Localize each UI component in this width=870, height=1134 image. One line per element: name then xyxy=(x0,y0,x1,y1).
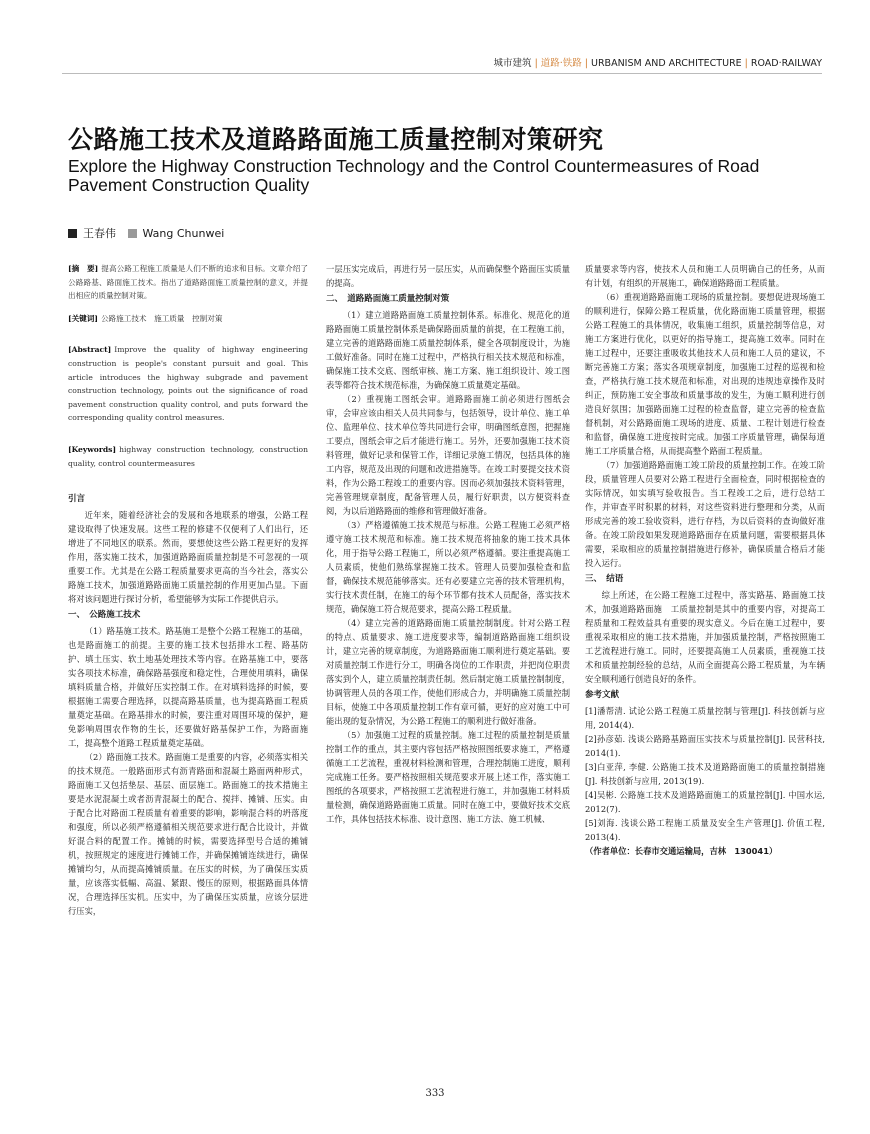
reference-item: [1]潘帮清. 试论公路工程施工质量控制与管理[J]. 科技创新与应用, 2014(4). xyxy=(585,706,825,730)
square-bullet-icon xyxy=(128,229,137,238)
keywords-cn xyxy=(68,312,308,326)
intro-heading: 引言 xyxy=(68,494,86,505)
section-2-paragraph-6: （6）重视道路路面施工现场的质量控制。要想促进现场施工的顺利进行，保障公路工程质量，优化路面施工质量管理，根据公路工程施工的具体情况，收集施工组织，质量控制等信息，对施工方案进行优化，以更好的指导施工，提高施工效率。同时在施工过程中，还要注重吸收其他技术人员和施工人员的建议，不断完善施工方案；落实各项规章制度，加强施工过程的巡视和检查，严格执行施工技术规范和标准，对出现的违规违章操作及时纠正，预防施工安全事故和质量事故的发生，为施工顺利进行创造良好氛围；加强路面施工过程的检查监督，建立完善的检查监督机制，对公路路面施工现场的进度、质量、工程计划进行检查和监督，确保施工进度按时完成。加强工序质量管理，确保每道施工工序质量合格，从而提高整个路面工程质量。 xyxy=(585,292,825,456)
column-2 xyxy=(326,262,570,826)
author-affiliation: （作者单位：长春市交通运输局，吉林 130041） xyxy=(585,846,778,856)
header-rule xyxy=(62,73,822,74)
keywords-en-text: highway construction technology, construction quality, control countermeasures xyxy=(68,444,308,468)
section-2-paragraph-5: （5）加强施工过程的质量控制。施工过程的质量控制是质量控制工作的重点，其主要内容包括严格按照图纸要求施工，严格遵循施工工艺流程，重视材料检测和管理，合理控制施工进度，顺利完成施工任务。要严格按照相关规范要求开展上述工作，落实施工图纸的各项要求，严格按照工艺流程进行施工，并加强施工材料质量检测，确保道路路面施工质量。同时在施工中，要做好技术交底工作，具体包括技术标准、设计意图、施工方法、施工机械、 xyxy=(326,730,570,824)
section-3-heading: 三、 结语 xyxy=(585,574,624,584)
section-2-paragraph-4: （4）建立完善的道路路面施工质量控制制度。针对公路工程的特点、质量要求、施工进度要求等，编制道路路面施工组织设计，建立完善的规章制度，为道路路面施工顺利进行奠定基础。要对质量控制工作进行分工，明确各岗位的工作职责，并把岗位职责落实到个人，建立质量控制责任制。然后制定施工质量控制制度，协调管理人员的各项工作，使他们形成合力，并明确施工质量控制目标，使施工中各项质量控制工作有章可循，更好的应对施工中可能出现的复杂情况，为公路工程施工的顺利进行做好准备。 xyxy=(326,618,570,726)
conclusion-paragraph: 综上所述，在公路工程施工过程中，落实路基、路面施工技术，加强道路路面施 工质量控制是其中的重要内容，对提高工程质量和工程效益具有重要的现实意义。今后在施工过程中，要重视采取相应的施工技术措施，并加强质量控制，严格按照施工工艺流程进行施工。同时，还要提高施工人员素质，重视施工技术和质量控制经验的总结，从而全面提高公路工程质量，为车辆安全顺利通行创造良好的条件。 xyxy=(585,590,825,684)
section-1-paragraph-2: （2）路面施工技术。路面施工是重要的内容，必须落实相关的技术规范。一般路面形式有沥青路面和混凝土路面两种形式，路面施工又包括垫层、基层、面层施工。路面施工的技术措施主要是水泥混凝土或者沥青混凝土的配合、搅拌、摊铺、压实。由于配合比对路面工程质量有着重要的影响，影响混合料的坍落度和强度，所以必须严格遵循相关规范要求进行配合比设计，并做好混合料的配置工作。摊铺的时候，需要选择型号合适的摊铺机，按照规定的速度进行摊铺工作，并确保摊铺连续进行，确保摊铺均匀，从而提高摊铺质量。在压实的时候，为了确保压实质量，应该落实低幅、高温、紧跟、慢压的原则，根据路面具体情况，合理选择压实机。压实中，为了确保压实质量，应该分层进行压实， xyxy=(68,752,308,917)
author-line xyxy=(68,225,224,241)
abstract-cn-label: [摘 要] xyxy=(68,264,99,273)
running-header xyxy=(494,55,822,69)
section-2-paragraph-7: （7）加强道路路面施工竣工阶段的质量控制工作。在竣工阶段，质量管理人员要对公路工程进行全面检查，同时根据检查的实际情况，如实填写验收报告。当工程竣工之后，进行总结工作，并审查平时积累的材料，对这些资料进行整理和分类，从而形成完善的竣工验收资料，进行存档，为以后资料的查询做好准备。在竣工阶段如果发现道路路面存在质量问题，需要根据具体需要，采取相应的质量控制措施进行修补，确保质量合格后才能投入运行。 xyxy=(585,460,825,568)
references-heading: 参考文献 xyxy=(585,690,620,700)
author-cn: 王春伟 xyxy=(83,227,116,240)
keywords-cn-text: 公路施工技术 施工质量 控制对策 xyxy=(100,313,223,323)
reference-item: [2]孙彦茹. 浅谈公路路基路面压实技术与质量控制[J]. 民营科技, 2014(1). xyxy=(585,734,825,758)
header-section-en: ROAD·RAILWAY xyxy=(750,58,822,69)
reference-item: [4]吴彬. 公路施工技术及道路路面施工的质量控制[J]. 中国水运, 2012(7). xyxy=(585,790,825,814)
page-number: 333 xyxy=(425,1088,445,1099)
section-2-heading: 二、 道路路面施工质量控制对策 xyxy=(326,294,450,304)
keywords-en xyxy=(68,443,308,470)
header-section-cn: 道路·铁路 xyxy=(540,58,582,69)
header-journal: 城市建筑 xyxy=(493,58,532,69)
intro-paragraph: 近年来，随着经济社会的发展和各地联系的增强，公路工程建设取得了快速发展。这些工程的修建不仅便利了人们出行，还增进了不同地区的联系。然而，要想使这些公路工程更好的发挥作用，落实施工技术，加强道路路面质量控制是不可忽视的一项重要工作。尤其是在公路工程质量要求更高的当今社会，落实公路施工技术，加强道路路面施工质量控制的作用更加凸显。下面将对该问题进行探讨分析，希望能够为实际工作提供启示。 xyxy=(68,510,308,605)
abstract-en-label: [Abstract] xyxy=(68,345,112,355)
header-divider: | xyxy=(584,58,588,69)
author-en: Wang Chunwei xyxy=(142,227,225,240)
title-chinese: 公路施工技术及道路路面施工质量控制对策研究 xyxy=(68,125,604,154)
reference-item: [5]刘海. 浅谈公路工程施工质量及安全生产管理[J]. 价值工程, 2013(4). xyxy=(585,818,825,842)
abstract-en xyxy=(68,343,308,425)
column-3 xyxy=(585,262,825,858)
keywords-en-label: [Keywords] xyxy=(68,444,117,454)
abstract-cn xyxy=(68,262,308,303)
abstract-cn-text: 提高公路工程施工质量是人们不断的追求和目标。文章介绍了公路路基、路面施工技术。指出了道路路面施工质量控制的意义，并提出相应的质量控制对策。 xyxy=(68,264,309,301)
column-2-continuation: 一层压实完成后，再进行另一层压实，从而确保整个路面压实质量的提高。 xyxy=(326,264,570,288)
section-2-paragraph-3: （3）严格遵循施工技术规范与标准。公路工程施工必须严格遵守施工技术规范和标准。施工技术规范将抽象的施工技术具体化，用于指导公路工程施工，所以必须严格遵循。要注重提高施工人员素质，使他们熟练掌握施工技术。管理人员要加强检查和监督，确保技术规范能够落实。还有必要建立完善的技术管理机构，实行技术责任制，在施工的每个环节都有技术人员配备，落实技术规范，确保施工符合规范要求，提高公路工程质量。 xyxy=(326,520,570,614)
header-divider: | xyxy=(744,58,748,69)
title-english: Explore the Highway Construction Technology and the Control Countermeasures of Road Pavement Construction Quality xyxy=(68,156,760,195)
square-bullet-icon xyxy=(68,229,77,238)
header-journal-en: URBANISM AND ARCHITECTURE xyxy=(591,58,742,69)
section-2-paragraph-1: （1）建立道路路面施工质量控制体系。标准化、规范化的道路路面施工质量控制体系是确保路面质量的前提，在工程施工前，建立完善的道路路面施工质量控制体系，健全各项制度设计，为施工做好准备。同时在施工过程中，严格执行相关技术规范和标准，确保施工技术交底、图纸审核、施工方案、施工组织设计、竣工图表等都符合技术规范标准，为确保施工质量奠定基础。 xyxy=(326,310,570,390)
header-divider: | xyxy=(534,58,538,69)
section-1-heading: 一、 公路施工技术 xyxy=(68,610,141,621)
column-1 xyxy=(68,262,308,918)
abstract-en-text: Improve the quality of highway engineering construction is people's constant pursuit and goal. This article introduces the highway subgrade and pavement construction technology, points out the significance of road pavement construction quality control, and puts forward the corresponding quality control measures. xyxy=(68,345,308,423)
section-2-paragraph-2: （2）重视施工图纸会审。道路路面施工前必须进行图纸会审，会审应该由相关人员共同参与，包括领导，设计单位、施工单位、监理单位、技术单位等共同进行会审，明确图纸意图，把握施工要点，图纸会审之后才能进行施工。另外，还要加强施工技术资料管理，做好记录和保管工作，详细记录施工情况，包括具体的施工内容，规范及出现的问题和改进措施等。在竣工时要提交技术资料，作为公路工程竣工的重要内容。因而必须加强技术资料管理，完善管理规章制度，配备管理人员，履行好职责，以方便资料查阅，为以后道路路面的维修和管理做好准备。 xyxy=(326,394,570,516)
reference-item: [3]白亚萍, 李健. 公路施工技术及道路路面施工的质量控制措施[J]. 科技创新与应用, 2013(19). xyxy=(585,762,825,786)
keywords-cn-label: [关键词] xyxy=(68,313,98,323)
section-1-paragraph-1: （1）路基施工技术。路基施工是整个公路工程施工的基础，也是路面施工的前提。主要的施工技术包括排水工程、路基防护、填土压实、软土地基处理技术等内容。在路基施工中，要落实各项技术标准，确保路基强度和稳定性，合理使用填料，确保填料质量合格，并做好压实控制工作。在对填料选择的时候，要根据施工需要合理选择，以提高路基质量，也为提高路面工程质量奠定基础。在路基排水的时候，要注重对周围环境的保护，避免影响周围农作物的生长，还要做好路基保护工作，为路面施工，提高整个道路工程质量奠定基础。 xyxy=(68,626,308,749)
column-3-continuation: 质量要求等内容，使技术人员和施工人员明确自己的任务，从而有计划，有组织的开展施工，确保道路路面工程质量。 xyxy=(585,264,825,288)
